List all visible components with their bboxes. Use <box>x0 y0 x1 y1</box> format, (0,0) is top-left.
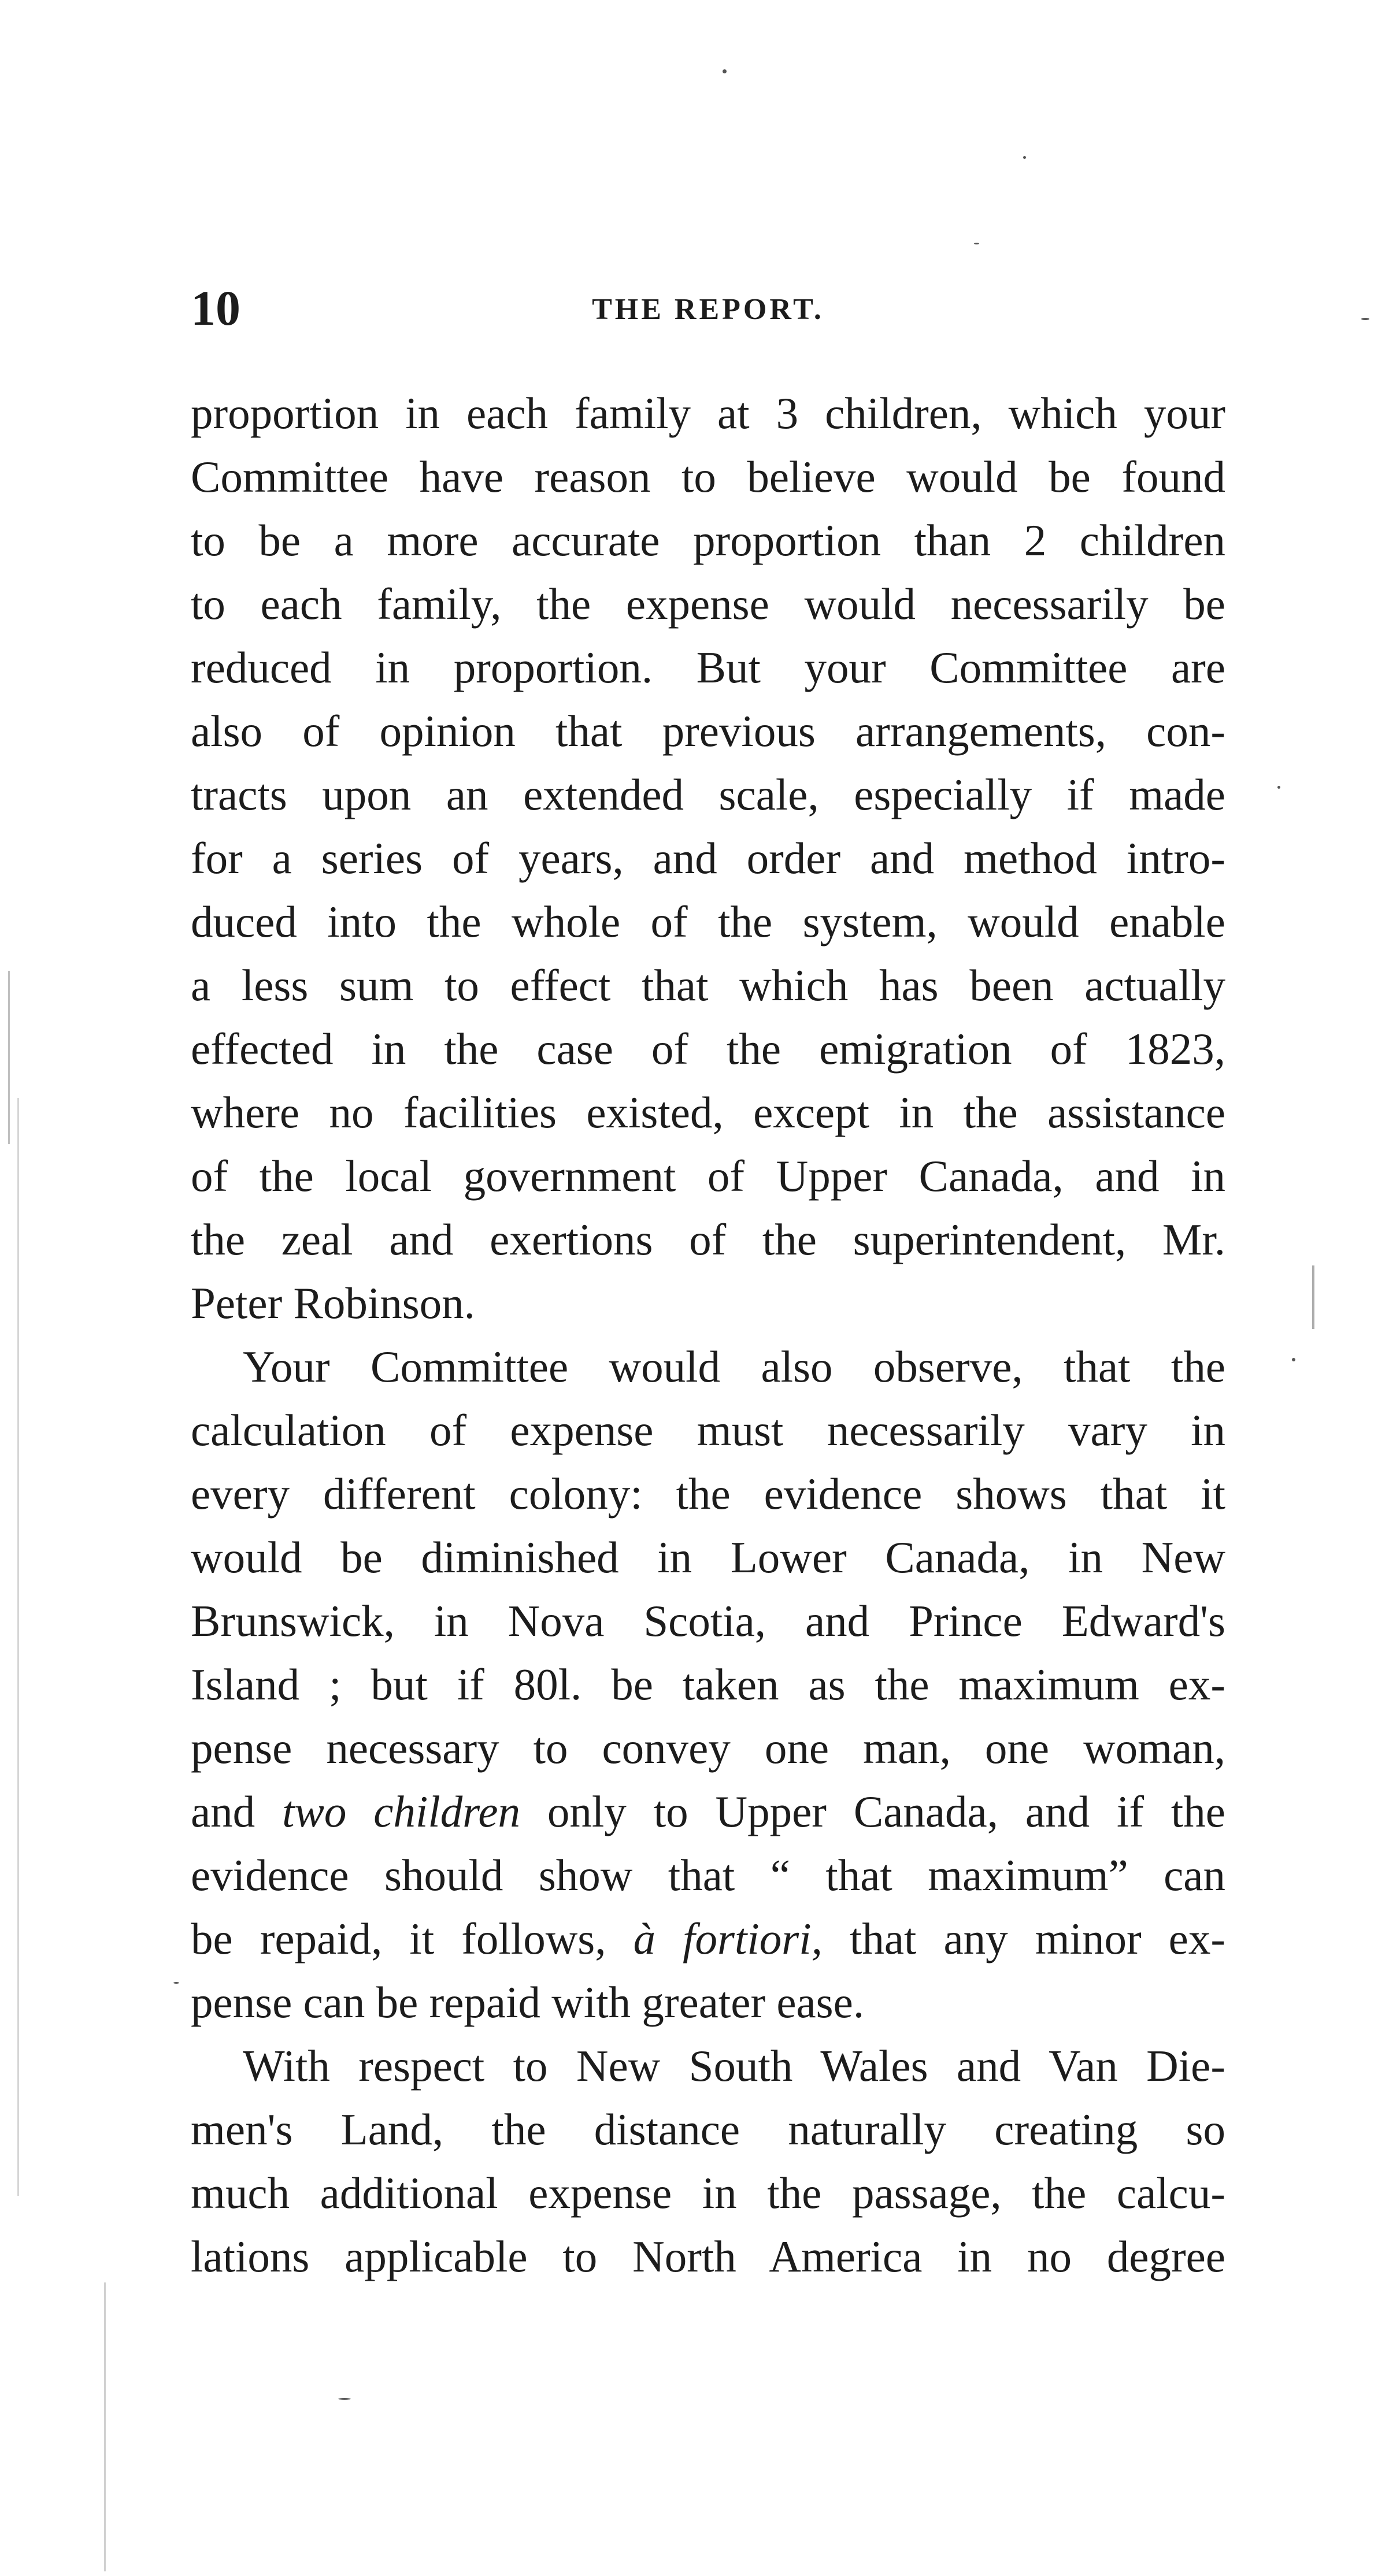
text-line: every different colony: the evidence shows that it <box>191 1469 1225 1519</box>
text-line <box>191 1780 1225 1843</box>
scan-speck <box>1023 156 1026 159</box>
scan-edge-line <box>1312 1265 1314 1329</box>
text-line: With respect to New South Wales and Van Die- <box>243 2041 1225 2091</box>
text-line: calculation of expense must necessarily vary in <box>191 1405 1225 1455</box>
text-line: the zeal and exertions of the superintendent, Mr. <box>191 1215 1225 1264</box>
scan-speck <box>1361 318 1369 320</box>
text-line: Your Committee would also observe, that the <box>243 1342 1225 1391</box>
scan-speck <box>1277 786 1280 789</box>
text-line: reduced in proportion. But your Committee are <box>191 643 1225 692</box>
paragraph <box>191 1335 1225 2034</box>
text-run: that any minor ex- <box>822 1914 1225 1963</box>
body-text <box>191 381 1225 2288</box>
text-line: lations applicable to North America in no degree <box>191 2232 1225 2281</box>
text-line: also of opinion that previous arrangements, con- <box>191 706 1225 756</box>
text-line: of the local government of Upper Canada, and in <box>191 1151 1225 1201</box>
text-line: men's Land, the distance naturally creating so <box>191 2104 1225 2154</box>
text-line: evidence should show that “ that maximum” can <box>191 1850 1225 1900</box>
text-line <box>191 1907 1225 1970</box>
italic-text: à fortiori, <box>633 1914 823 1963</box>
scan-speck <box>974 243 979 244</box>
scan-speck <box>173 1982 179 1984</box>
text-line: to each family, the expense would necessarily be <box>191 579 1225 629</box>
italic-text: two children <box>282 1787 520 1836</box>
text-line: effected in the case of the emigration of 1823, <box>191 1024 1225 1074</box>
text-line: to be a more accurate proportion than 2 children <box>191 515 1225 565</box>
scan-edge-line <box>17 1098 19 2196</box>
text-line: proportion in each family at 3 children, which your <box>191 388 1225 438</box>
text-line: pense can be repaid with greater ease. <box>191 1977 865 2027</box>
text-line: where no facilities existed, except in the assistance <box>191 1087 1225 1137</box>
text-run: be repaid, it follows, <box>191 1914 634 1963</box>
text-line: pense necessary to convey one man, one woman, <box>191 1723 1225 1773</box>
text-line: Island ; but if 80l. be taken as the maximum ex- <box>191 1660 1225 1709</box>
text-line: much additional expense in the passage, the calcu- <box>191 2168 1225 2218</box>
text-line: for a series of years, and order and method intro- <box>191 833 1225 883</box>
text-line: would be diminished in Lower Canada, in New <box>191 1532 1225 1582</box>
text-line: Committee have reason to believe would be found <box>191 452 1225 502</box>
running-title: THE REPORT. <box>592 293 824 326</box>
running-head <box>191 276 1225 340</box>
paragraph <box>191 2034 1225 2288</box>
text-line: duced into the whole of the system, would enable <box>191 897 1225 946</box>
paragraph <box>191 381 1225 1335</box>
text-line: Brunswick, in Nova Scotia, and Prince Edward's <box>191 1596 1225 1646</box>
page-number: 10 <box>191 280 240 336</box>
text-run: only to Upper Canada, and if the <box>520 1787 1225 1836</box>
scan-speck <box>723 69 727 73</box>
scan-edge-line <box>8 971 10 1144</box>
scan-speck <box>1292 1358 1295 1361</box>
text-line: tracts upon an extended scale, especially if made <box>191 770 1225 819</box>
scan-edge-line <box>104 2282 106 2571</box>
text-line: a less sum to effect that which has been actually <box>191 960 1225 1010</box>
scan-speck <box>338 2398 351 2400</box>
text-line: Peter Robinson. <box>191 1278 475 1328</box>
text-run: and <box>191 1787 283 1836</box>
